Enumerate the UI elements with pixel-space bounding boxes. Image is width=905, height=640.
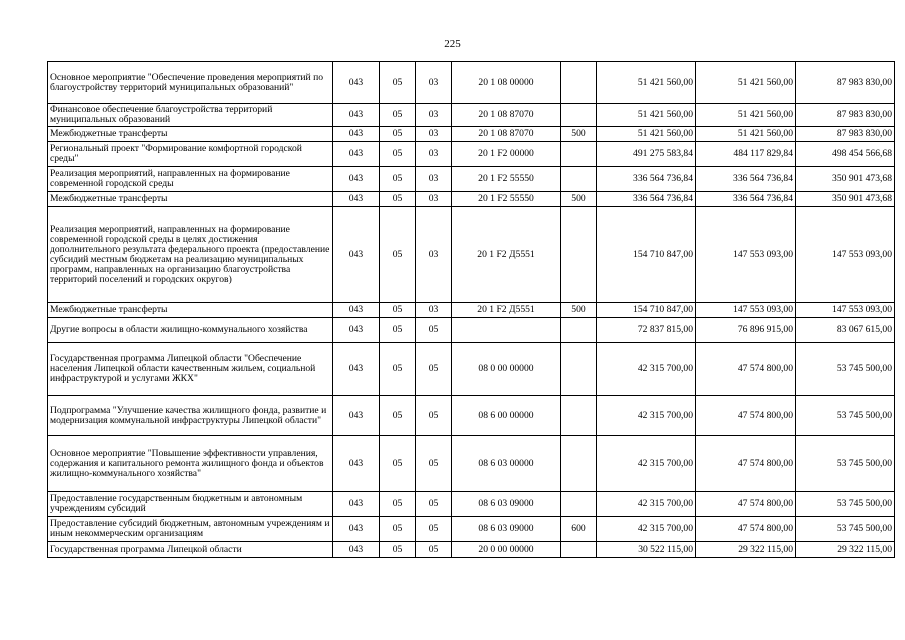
amount-year-3: 53 745 500,00	[796, 436, 895, 492]
row-name: Предоставление государственным бюджетным и автономным учреждениям субсидий	[48, 492, 333, 517]
section-code: 05	[380, 192, 416, 207]
amount-year-2: 336 564 736,84	[696, 192, 796, 207]
ministry-code: 043	[333, 318, 380, 343]
table-row	[48, 436, 895, 492]
subsection-code: 05	[416, 492, 452, 517]
amount-year-3: 87 983 830,00	[796, 127, 895, 142]
amount-year-3: 53 745 500,00	[796, 396, 895, 436]
subsection-code: 05	[416, 343, 452, 396]
target-article-code: 20 1 08 87070	[452, 127, 561, 142]
section-code: 05	[380, 62, 416, 104]
row-name: Государственная программа Липецкой области	[48, 542, 333, 558]
row-name: Государственная программа Липецкой области "Обеспечение населения Липецкой области качественным жильем, социальной инфраструктурой и услугами ЖКХ"	[48, 343, 333, 396]
target-article-code: 20 1 08 87070	[452, 104, 561, 127]
target-article-code: 08 0 00 00000	[452, 343, 561, 396]
amount-year-2: 47 574 800,00	[696, 492, 796, 517]
row-name: Межбюджетные трансферты	[48, 192, 333, 207]
ministry-code: 043	[333, 167, 380, 192]
table-body	[48, 62, 895, 558]
target-article-code: 20 1 F2 55550	[452, 167, 561, 192]
ministry-code: 043	[333, 127, 380, 142]
amount-year-1: 336 564 736,84	[597, 167, 696, 192]
amount-year-3: 147 553 093,00	[796, 207, 895, 303]
amount-year-3: 29 322 115,00	[796, 542, 895, 558]
table-row	[48, 62, 895, 104]
ministry-code: 043	[333, 142, 380, 167]
subsection-code: 05	[416, 436, 452, 492]
amount-year-2: 51 421 560,00	[696, 104, 796, 127]
amount-year-1: 51 421 560,00	[597, 104, 696, 127]
target-article-code: 20 0 00 00000	[452, 542, 561, 558]
row-name: Основное мероприятие "Обеспечение проведения мероприятий по благоустройству территорий муниципальных образований"	[48, 62, 333, 104]
amount-year-1: 30 522 115,00	[597, 542, 696, 558]
amount-year-3: 498 454 566,68	[796, 142, 895, 167]
amount-year-1: 491 275 583,84	[597, 142, 696, 167]
expense-type-code	[561, 492, 597, 517]
ministry-code: 043	[333, 207, 380, 303]
amount-year-3: 87 983 830,00	[796, 104, 895, 127]
amount-year-2: 47 574 800,00	[696, 517, 796, 542]
section-code: 05	[380, 167, 416, 192]
row-name: Реализация мероприятий, направленных на формирование современной городской среды в целях достижения дополнительного результата федерального проекта (предоставление субсидий местным бюджетам на реализацию муниципальных программ, направленных на организацию благоустройства территорий поселений и городских округов)	[48, 207, 333, 303]
amount-year-2: 29 322 115,00	[696, 542, 796, 558]
subsection-code: 03	[416, 104, 452, 127]
table-row	[48, 542, 895, 558]
row-name: Межбюджетные трансферты	[48, 127, 333, 142]
section-code: 05	[380, 436, 416, 492]
subsection-code: 05	[416, 542, 452, 558]
expense-type-code: 500	[561, 127, 597, 142]
amount-year-1: 72 837 815,00	[597, 318, 696, 343]
table-row	[48, 167, 895, 192]
target-article-code: 08 6 00 00000	[452, 396, 561, 436]
amount-year-1: 51 421 560,00	[597, 62, 696, 104]
amount-year-1: 42 315 700,00	[597, 343, 696, 396]
subsection-code: 05	[416, 396, 452, 436]
expense-type-code	[561, 318, 597, 343]
amount-year-3: 53 745 500,00	[796, 492, 895, 517]
amount-year-3: 83 067 615,00	[796, 318, 895, 343]
amount-year-1: 154 710 847,00	[597, 303, 696, 318]
table-row	[48, 318, 895, 343]
section-code: 05	[380, 104, 416, 127]
amount-year-2: 47 574 800,00	[696, 436, 796, 492]
ministry-code: 043	[333, 303, 380, 318]
target-article-code: 08 6 03 00000	[452, 436, 561, 492]
expense-type-code: 500	[561, 303, 597, 318]
ministry-code: 043	[333, 62, 380, 104]
ministry-code: 043	[333, 517, 380, 542]
amount-year-2: 51 421 560,00	[696, 62, 796, 104]
row-name: Региональный проект "Формирование комфортной городской среды"	[48, 142, 333, 167]
target-article-code: 20 1 F2 00000	[452, 142, 561, 167]
section-code: 05	[380, 142, 416, 167]
amount-year-1: 42 315 700,00	[597, 492, 696, 517]
section-code: 05	[380, 396, 416, 436]
subsection-code: 03	[416, 142, 452, 167]
subsection-code: 05	[416, 318, 452, 343]
table-row	[48, 517, 895, 542]
page-number: 225	[444, 38, 461, 50]
amount-year-1: 336 564 736,84	[597, 192, 696, 207]
target-article-code: 20 1 F2 55550	[452, 192, 561, 207]
expense-type-code	[561, 62, 597, 104]
amount-year-2: 336 564 736,84	[696, 167, 796, 192]
expense-type-code	[561, 207, 597, 303]
row-name: Финансовое обеспечение благоустройства территорий муниципальных образований	[48, 104, 333, 127]
amount-year-2: 47 574 800,00	[696, 343, 796, 396]
subsection-code: 03	[416, 127, 452, 142]
amount-year-2: 147 553 093,00	[696, 207, 796, 303]
expense-type-code	[561, 104, 597, 127]
ministry-code: 043	[333, 343, 380, 396]
subsection-code: 05	[416, 517, 452, 542]
section-code: 05	[380, 303, 416, 318]
table-row	[48, 104, 895, 127]
target-article-code: 08 6 03 09000	[452, 517, 561, 542]
expense-type-code	[561, 142, 597, 167]
target-article-code: 20 1 F2 Д5551	[452, 207, 561, 303]
expense-type-code: 500	[561, 192, 597, 207]
table-row	[48, 343, 895, 396]
target-article-code: 20 1 F2 Д5551	[452, 303, 561, 318]
amount-year-1: 154 710 847,00	[597, 207, 696, 303]
amount-year-3: 350 901 473,68	[796, 167, 895, 192]
row-name: Основное мероприятие "Повышение эффективности управления, содержания и капитального ремонта жилищного фонда и объектов жилищно-коммунального хозяйства"	[48, 436, 333, 492]
table-row	[48, 142, 895, 167]
expense-type-code	[561, 343, 597, 396]
amount-year-1: 51 421 560,00	[597, 127, 696, 142]
table-row	[48, 396, 895, 436]
table-row	[48, 192, 895, 207]
amount-year-3: 53 745 500,00	[796, 343, 895, 396]
expense-type-code	[561, 542, 597, 558]
amount-year-3: 87 983 830,00	[796, 62, 895, 104]
row-name: Межбюджетные трансферты	[48, 303, 333, 318]
section-code: 05	[380, 207, 416, 303]
amount-year-1: 42 315 700,00	[597, 396, 696, 436]
ministry-code: 043	[333, 192, 380, 207]
section-code: 05	[380, 127, 416, 142]
amount-year-3: 350 901 473,68	[796, 192, 895, 207]
table-row	[48, 303, 895, 318]
amount-year-3: 53 745 500,00	[796, 517, 895, 542]
target-article-code	[452, 318, 561, 343]
ministry-code: 043	[333, 396, 380, 436]
amount-year-2: 76 896 915,00	[696, 318, 796, 343]
section-code: 05	[380, 318, 416, 343]
row-name: Реализация мероприятий, направленных на формирование современной городской среды	[48, 167, 333, 192]
section-code: 05	[380, 492, 416, 517]
section-code: 05	[380, 517, 416, 542]
target-article-code: 20 1 08 00000	[452, 62, 561, 104]
expense-type-code	[561, 396, 597, 436]
expense-type-code	[561, 167, 597, 192]
target-article-code: 08 6 03 09000	[452, 492, 561, 517]
table-row	[48, 127, 895, 142]
amount-year-1: 42 315 700,00	[597, 517, 696, 542]
row-name: Подпрограмма "Улучшение качества жилищного фонда, развитие и модернизация коммунальной инфраструктуры Липецкой области"	[48, 396, 333, 436]
row-name: Предоставление субсидий бюджетным, автономным учреждениям и иным некоммерческим организациям	[48, 517, 333, 542]
amount-year-1: 42 315 700,00	[597, 436, 696, 492]
expense-type-code	[561, 436, 597, 492]
expense-type-code: 600	[561, 517, 597, 542]
ministry-code: 043	[333, 492, 380, 517]
amount-year-2: 484 117 829,84	[696, 142, 796, 167]
subsection-code: 03	[416, 62, 452, 104]
amount-year-2: 51 421 560,00	[696, 127, 796, 142]
ministry-code: 043	[333, 104, 380, 127]
section-code: 05	[380, 343, 416, 396]
subsection-code: 03	[416, 167, 452, 192]
amount-year-2: 47 574 800,00	[696, 396, 796, 436]
subsection-code: 03	[416, 303, 452, 318]
subsection-code: 03	[416, 192, 452, 207]
section-code: 05	[380, 542, 416, 558]
table-row	[48, 492, 895, 517]
amount-year-3: 147 553 093,00	[796, 303, 895, 318]
ministry-code: 043	[333, 436, 380, 492]
budget-table	[47, 61, 895, 558]
amount-year-2: 147 553 093,00	[696, 303, 796, 318]
table-row	[48, 207, 895, 303]
ministry-code: 043	[333, 542, 380, 558]
row-name: Другие вопросы в области жилищно-коммунального хозяйства	[48, 318, 333, 343]
subsection-code: 03	[416, 207, 452, 303]
